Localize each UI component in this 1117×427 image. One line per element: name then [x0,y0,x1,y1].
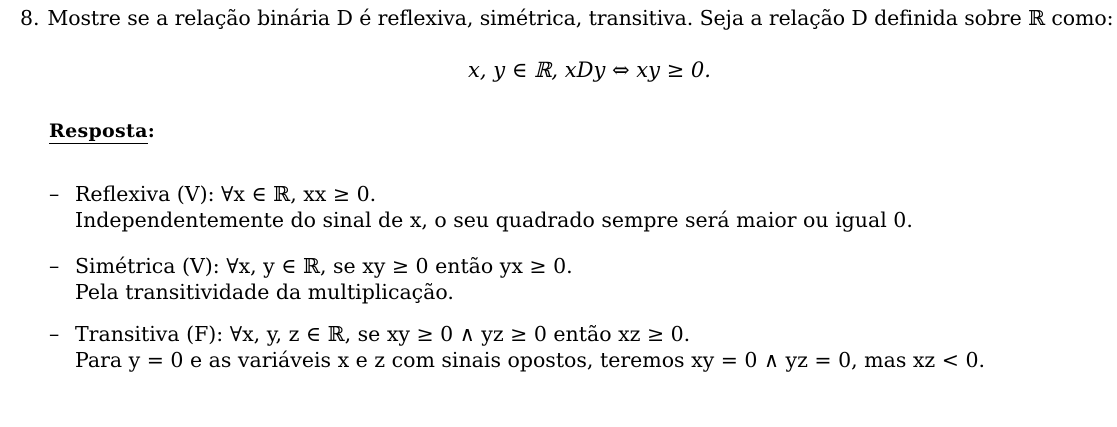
bullet-dash: – [49,254,60,278]
item-statement: Simétrica (V): ∀x, y ∈ ℝ, se xy ≥ 0 então yx ≥ 0. [75,254,573,278]
list-item-reflexiva [49,182,913,232]
answer-title-colon: : [147,120,156,142]
list-item-transitiva [49,322,985,372]
item-line-1 [49,322,985,346]
relation-formula: x, y ∈ ℝ, xDy ⇔ xy ≥ 0. [468,58,711,82]
bullet-dash: – [49,182,60,206]
item-statement: Reflexiva (V): ∀x ∈ ℝ, xx ≥ 0. [75,182,377,206]
item-line-1 [49,254,573,278]
list-item-simetrica [49,254,573,304]
bullet-dash: – [49,322,60,346]
item-explanation: Para y = 0 e as variáveis x e z com sinais opostos, teremos xy = 0 ∧ yz = 0, mas xz < 0. [75,348,985,372]
question-text: Mostre se a relação binária D é reflexiva, simétrica, transitiva. Seja a relação D definida sobre ℝ como: [47,6,1114,30]
item-line-1 [49,182,913,206]
question-statement [20,6,1113,30]
item-explanation: Independentemente do sinal de x, o seu quadrado sempre será maior ou igual 0. [75,208,913,232]
answer-title: Resposta [49,120,148,142]
answer-heading [49,120,155,142]
item-explanation: Pela transitividade da multiplicação. [75,280,454,304]
question-number: 8. [20,6,40,30]
item-statement: Transitiva (F): ∀x, y, z ∈ ℝ, se xy ≥ 0 ∧ yz ≥ 0 então xz ≥ 0. [75,322,691,346]
